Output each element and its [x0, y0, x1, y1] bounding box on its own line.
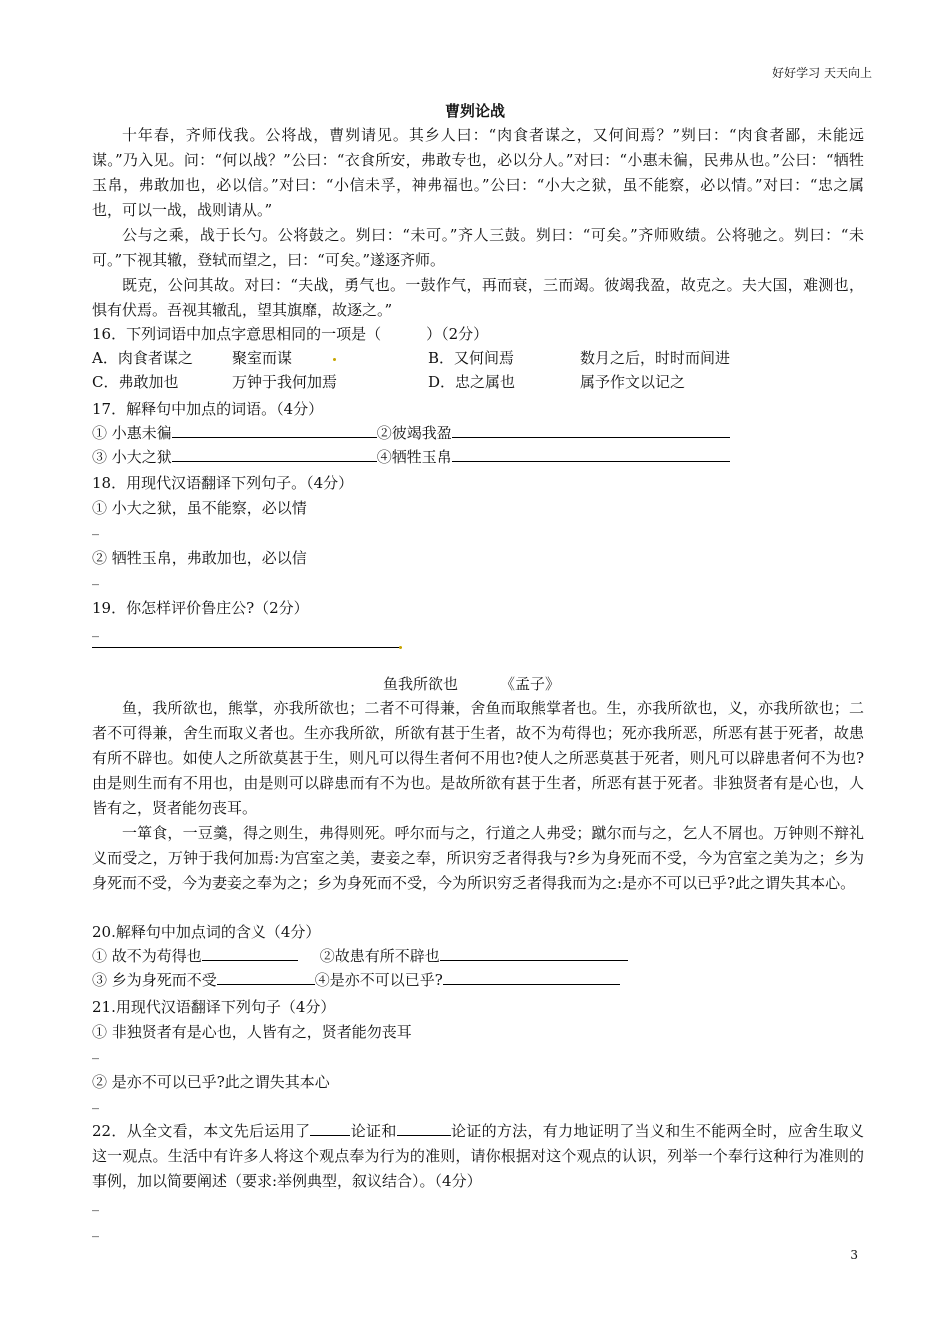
q20-row-1	[92, 944, 628, 969]
q17-item-3-label: ③ 小大之狱	[92, 448, 172, 466]
q17-item-2-label: ②彼竭我盈	[376, 424, 452, 442]
header-motto: 好好学习 天天向上	[772, 66, 872, 80]
q16-option-a: A．肉食者谋之	[92, 349, 193, 367]
q17-item-4-label: ④牺牲玉帛	[376, 448, 452, 466]
answer-mark[interactable]: _	[92, 570, 99, 586]
answer-mark[interactable]: _	[92, 1044, 99, 1060]
answer-blank[interactable]	[172, 423, 377, 438]
answer-blank[interactable]	[202, 946, 298, 961]
q22-part-2: 论证和	[350, 1122, 397, 1140]
q17-item-3	[92, 445, 730, 470]
q20-row-2	[92, 968, 620, 993]
q16-option-b: B．又何间焉	[428, 349, 515, 367]
passage1-title: 曹刿论战	[444, 102, 505, 120]
passage1-paragraph-2: 公与之乘，战于长勺。公将鼓之。刿曰：“未可。”齐人三鼓。刿曰：“可矣。”齐师败绩。公将驰之。刿曰：“未可。”下视其辙，登轼而望之，曰：“可矣。”遂逐齐师。	[92, 226, 864, 269]
q18-item-2: ② 牺牲玉帛，弗敢加也，必以信	[92, 549, 307, 567]
answer-blank[interactable]	[452, 447, 730, 462]
q22-question	[92, 1119, 864, 1194]
q16-option-d: D．忠之属也	[428, 373, 516, 391]
yellow-dot-mark	[399, 646, 402, 649]
q16-option-c-compare: 万钟于我何加焉	[232, 373, 338, 391]
q22-part-3: 论证的方法，有力地证明了当义和生不能两全时，应舍生取义这一观点。生活中有许多人将这个观点奉为行为的准则，请你根据对这个观点的认识，列举一个奉行这种行为准则的事例，加以简要阐述（要求:举例典型，叙议结合）。（4分）	[92, 1122, 864, 1190]
answer-mark[interactable]: _	[92, 520, 99, 536]
answer-blank[interactable]	[452, 423, 730, 438]
q20-stem: 20.解释句中加点词的含义（4分）	[92, 923, 321, 941]
answer-blank[interactable]	[310, 1121, 350, 1136]
q16-stem: 16．下列词语中加点字意思相同的一项是（ ）（2分）	[92, 325, 489, 343]
answer-blank[interactable]	[172, 447, 377, 462]
answer-blank[interactable]	[440, 946, 628, 961]
q21-item-2: ② 是亦不可以已乎?此之谓失其本心	[92, 1073, 330, 1091]
yellow-dot-mark	[333, 358, 336, 361]
q20-item-2-label: ②故患有所不辟也	[319, 947, 440, 965]
answer-blank[interactable]	[443, 970, 620, 985]
q16-option-d-compare: 属予作文以记之	[580, 373, 686, 391]
q21-stem: 21.用现代汉语翻译下列句子（4分）	[92, 998, 336, 1016]
passage1-paragraph-3: 既克，公问其故。对曰：“夫战，勇气也。一鼓作气，再而衰，三而竭。彼竭我盈，故克之。夫大国，难测也，惧有伏焉。吾视其辙乱，望其旗靡，故逐之。”	[92, 276, 864, 319]
q16-option-c: C．弗敢加也	[92, 373, 179, 391]
answer-mark[interactable]: _	[92, 1222, 99, 1238]
passage2-author: 《孟子》	[500, 675, 561, 693]
answer-line[interactable]	[92, 647, 402, 648]
q16-option-b-compare: 数月之后，时时而间进	[580, 349, 731, 367]
q20-item-4-label: ④是亦不可以已乎?	[314, 971, 443, 989]
passage1-paragraph-1: 十年春，齐师伐我。公将战，曹刿请见。其乡人曰：“肉食者谋之，又何间焉？”刿曰：“肉食者鄙，未能远谋。”乃入见。问：“何以战？”公曰：“衣食所安，弗敢专也，必以分人。”对曰：“小惠未徧，民弗从也。”公曰：“牺牲玉帛，弗敢加也，必以信。”对曰：“小信未孚，神弗福也。”公曰：“小大之狱，虽不能察，必以情。”对曰：“忠之属也，可以一战，战则请从。”	[92, 126, 864, 219]
q20-item-3-label: ③ 乡为身死而不受	[92, 971, 217, 989]
answer-mark[interactable]: _	[92, 1094, 99, 1110]
q17-stem: 17．解释句中加点的词语。（4分）	[92, 400, 324, 418]
q19-stem: 19．你怎样评价鲁庄公?（2分）	[92, 599, 309, 617]
answer-blank[interactable]	[217, 970, 315, 985]
q17-item-1-label: ① 小惠未徧	[92, 424, 172, 442]
q17-item-1	[92, 421, 730, 446]
answer-blank[interactable]	[397, 1121, 451, 1136]
passage2-paragraph-2: 一箪食，一豆羹，得之则生，弗得则死。呼尔而与之，行道之人弗受；蹴尔而与之，乞人不屑也。万钟则不辩礼义而受之，万钟于我何加焉:为宫室之美，妻妾之奉，所识穷乏者得我与?乡为身死而不受，今为宫室之美为之；乡为身死而不受，今为妻妾之奉为之；乡为身死而不受，今为所识穷乏者得我而为之:是亦不可以已乎?此之谓失其本心。	[92, 824, 864, 892]
q18-stem: 18．用现代汉语翻译下列句子。（4分）	[92, 474, 354, 492]
page-number: 3	[850, 1248, 858, 1262]
answer-mark[interactable]: _	[92, 1196, 99, 1212]
q16-option-a-compare: 聚室而谋	[232, 349, 293, 367]
passage2-paragraph-1: 鱼，我所欲也，熊掌，亦我所欲也；二者不可得兼，舍鱼而取熊掌者也。生，亦我所欲也，义，亦我所欲也；二者不可得兼，舍生而取义者也。生亦我所欲，所欲有甚于生者，故不为苟得也；死亦我所恶，所恶有甚于死者，故患有所不辟也。如使人之所欲莫甚于生，则凡可以得生者何不用也?使人之所恶莫甚于死者，则凡可以辟患者何不为也?由是则生而有不用也，由是则可以辟患而有不为也。是故所欲有甚于生者，所恶有甚于死者。非独贤者有是心也，人皆有之，贤者能勿丧耳。	[92, 699, 864, 817]
answer-mark[interactable]: _	[92, 622, 99, 638]
q20-item-1-label: ① 故不为苟得也	[92, 947, 202, 965]
q21-item-1: ① 非独贤者有是心也，人皆有之，贤者能勿丧耳	[92, 1023, 412, 1041]
passage2-title	[383, 672, 560, 697]
q22-part-1: 22．从全文看，本文先后运用了	[92, 1122, 311, 1140]
q18-item-1: ① 小大之狱，虽不能察，必以情	[92, 499, 307, 517]
passage2-title-text: 鱼我所欲也	[383, 675, 459, 693]
